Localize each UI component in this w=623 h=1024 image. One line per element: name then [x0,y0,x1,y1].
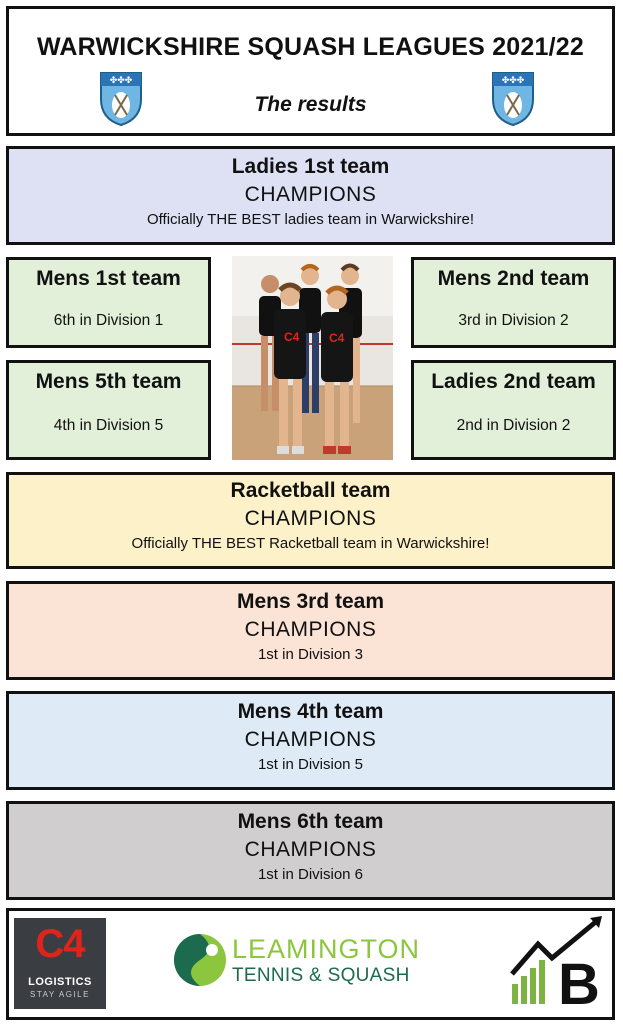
mens-fifth-team-panel [6,360,211,460]
b-letter: B [558,952,600,1010]
team-name: Racketball team [230,479,391,502]
team-description: 1st in Division 6 [257,866,364,883]
c4-name: LOGISTICS [28,976,92,988]
team-name: Ladies 1st team [231,155,390,178]
team-name: Mens 4th team [237,700,384,723]
team-description: 2nd in Division 2 [456,417,571,434]
ladies-first-team-panel [6,146,615,245]
mens-first-team-panel [6,257,211,348]
leamington-ball-icon [172,932,228,988]
leamington-name: LEAMINGTON [232,934,421,964]
team-name: Mens 3rd team [236,590,385,613]
page-title: WARWICKSHIRE SQUASH LEAGUES 2021/22 [37,33,584,61]
ladies-second-team-panel [411,360,616,460]
svg-text:✤✤✤: ✤✤✤ [109,76,133,86]
team-description: Officially THE BEST Racketball team in Warwickshire! [131,535,490,552]
team-description: Officially THE BEST ladies team in Warwickshire! [146,211,475,228]
svg-text:C4: C4 [284,330,300,344]
team-name: Mens 2nd team [437,267,590,290]
team-status: CHAMPIONS [244,183,377,206]
mens-third-team-panel [6,581,615,680]
team-status: CHAMPIONS [244,838,377,861]
team-status: CHAMPIONS [244,618,377,641]
b-growth-logo [508,914,606,1010]
svg-text:✤✤✤: ✤✤✤ [501,76,525,86]
team-name: Mens 6th team [237,810,384,833]
racketball-team-panel [6,472,615,569]
team-status: CHAMPIONS [244,507,377,530]
svg-text:C4: C4 [329,331,345,345]
team-name: Mens 5th team [35,370,182,393]
team-description: 4th in Division 5 [53,417,164,434]
leamington-subname: TENNIS & SQUASH [232,965,410,986]
team-description: 6th in Division 1 [53,312,164,329]
c4-mark: C4 [35,922,85,966]
team-description: 1st in Division 5 [257,756,364,773]
mens-sixth-team-panel [6,801,615,900]
mens-second-team-panel [411,257,616,348]
team-status: CHAMPIONS [244,728,377,751]
team-name: Mens 1st team [36,267,181,290]
team-description: 1st in Division 3 [257,646,364,663]
team-name: Ladies 2nd team [431,370,596,393]
c4-tagline: STAY AGILE [30,990,90,999]
page-subtitle: The results [254,93,367,116]
header-panel [6,6,615,136]
team-description: 3rd in Division 2 [458,312,569,329]
team-photo [232,256,393,460]
mens-fourth-team-panel [6,691,615,790]
c4-logistics-logo [14,918,106,1009]
